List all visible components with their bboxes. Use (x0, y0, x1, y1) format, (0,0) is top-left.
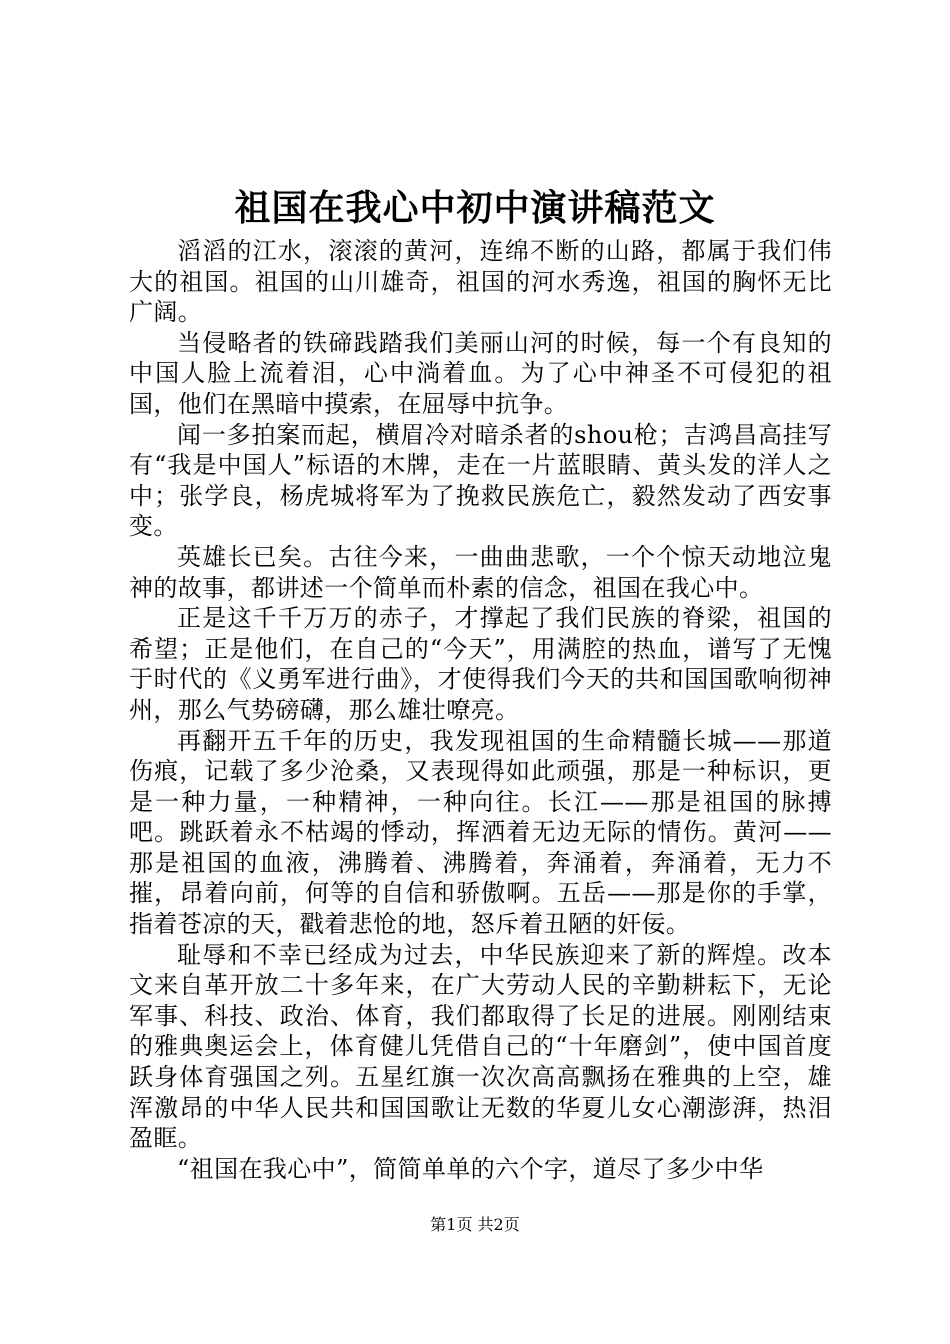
paragraph: 滔滔的江水，滚滚的黄河，连绵不断的山路，都属于我们伟大的祖国。祖国的山川雄奇，祖国的河水秀逸，祖国的胸怀无比广阔。 (129, 237, 832, 327)
page-number-footer: 第1页 共2页 (430, 1215, 520, 1234)
paragraph: 当侵略者的铁碲践踏我们美丽山河的时候，每一个有良知的中国人脸上流着泪，心中淌着血。为了心中神圣不可侵犯的祖国，他们在黑暗中摸索，在屈辱中抗争。 (129, 328, 832, 418)
paragraph: 再翻开五千年的历史，我发现祖国的生命精髓长城——那道伤痕，记载了多少沧桑，又表现得如此顽强，那是一种标识，更是一种力量，一种精神，一种向往。长江——那是祖国的脉搏吧。跳跃着永不枯竭的悸动，挥洒着无边无际的情伤。黄河——那是祖国的血液，沸腾着、沸腾着，奔涌着，奔涌着，无力不摧，昂着向前，何等的自信和骄傲啊。五岳——那是你的手掌，指着苍凉的天，戳着悲怆的地，怒斥着丑陋的奸佞。 (129, 726, 832, 939)
paragraph: 英雄长已矣。古往今来，一曲曲悲歌，一个个惊天动地泣鬼神的故事，都讲述一个简单而朴素的信念，祖国在我心中。 (129, 542, 832, 602)
document-body (129, 236, 832, 1184)
paragraph: 正是这千千万万的赤子，才撑起了我们民族的脊梁，祖国的希望；正是他们，在自己的“今天”，用满腔的热血，谱写了无愧于时代的《义勇军进行曲》，才使得我们今天的共和国国歌响彻神州，那么气势磅礴，那么雄壮嘹亮。 (129, 604, 832, 724)
paragraph: 闻一多拍案而起，横眉冷对暗杀者的shou枪；吉鸿昌高挂写有“我是中国人”标语的木牌，走在一片蓝眼睛、黄头发的洋人之中；张学良，杨虎城将军为了挽救民族危亡，毅然发动了西安事变。 (129, 420, 832, 541)
paragraph: “祖国在我心中”，简简单单的六个字，道尽了多少中华 (177, 1154, 764, 1183)
paragraph: 耻辱和不幸已经成为过去，中华民族迎来了新的辉煌。改本文来自革开放二十多年来，在广大劳动人民的辛勤耕耘下，无论军事、科技、政治、体育，我们都取得了长足的进展。刚刚结束的雅典奥运会上，体育健儿凭借自己的“十年磨剑”，使中国首度跃身体育强国之列。五星红旗一次次高高飘扬在雅典的上空，雄浑激昂的中华人民共和国国歌让无数的华夏儿女心潮澎湃，热泪盈眶。 (129, 940, 832, 1153)
document-title: 祖国在我心中初中演讲稿范文 (234, 187, 716, 229)
